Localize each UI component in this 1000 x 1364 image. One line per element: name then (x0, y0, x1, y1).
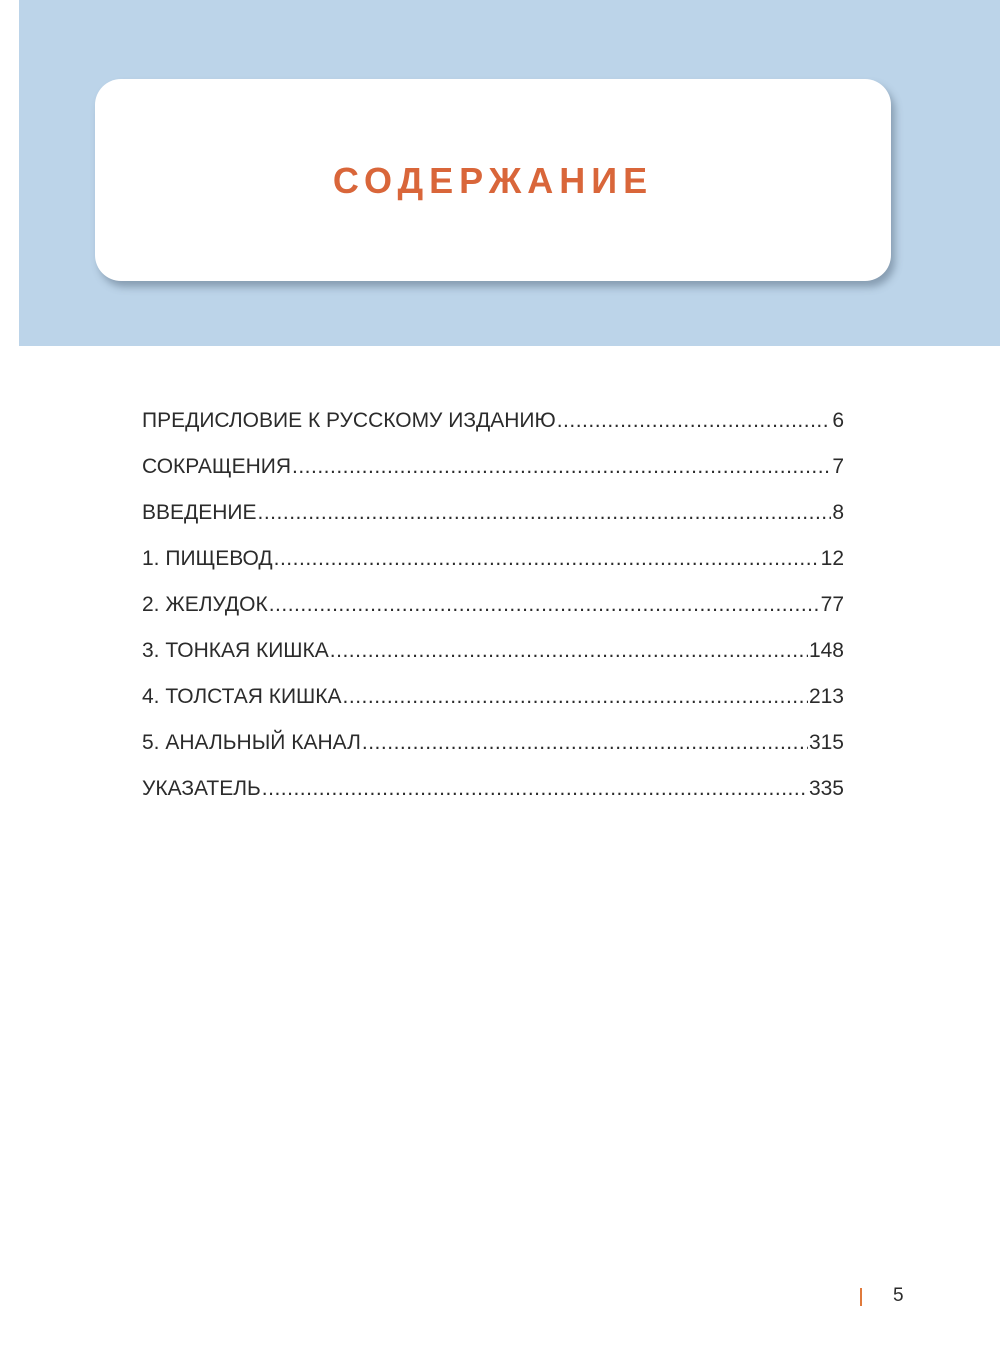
toc-dot-leader (269, 582, 820, 628)
toc-dot-leader (262, 766, 808, 812)
toc-entry-page: 77 (820, 593, 844, 616)
toc-dot-leader (557, 398, 832, 444)
toc-dot-leader (362, 720, 808, 766)
toc-dot-leader (330, 628, 808, 674)
toc-entry[interactable] (142, 444, 844, 490)
toc-entry-page: 8 (832, 501, 844, 524)
toc-entry-label: 4. ТОЛСТАЯ КИШКА (142, 685, 342, 708)
page-number: 5 (893, 1285, 904, 1306)
toc-entry-label: 1. ПИЩЕВОД (142, 547, 273, 570)
toc-entry[interactable] (142, 582, 844, 628)
page-number-marker (860, 1288, 862, 1306)
page-title: СОДЕРЖАНИЕ (332, 160, 654, 201)
toc-dot-leader (274, 536, 820, 582)
toc-entry-page: 335 (808, 777, 844, 800)
toc-entry-page: 6 (832, 409, 844, 432)
toc-entry-label: СОКРАЩЕНИЯ (142, 455, 291, 478)
toc-dot-leader (292, 444, 831, 490)
toc-entry-label: ПРЕДИСЛОВИЕ К РУССКОМУ ИЗДАНИЮ (142, 409, 556, 432)
toc-entry-page: 213 (808, 685, 844, 708)
toc-entry[interactable] (142, 628, 844, 674)
toc-entry-label: ВВЕДЕНИЕ (142, 501, 257, 524)
toc-entry[interactable] (142, 766, 844, 812)
toc-dot-leader (258, 490, 832, 536)
toc-entry-page: 7 (832, 455, 844, 478)
toc-entry-label: 5. АНАЛЬНЫЙ КАНАЛ (142, 731, 361, 754)
toc-entry-page: 12 (820, 547, 844, 570)
toc-entry[interactable] (142, 398, 844, 444)
toc-entry-label: 2. ЖЕЛУДОК (142, 593, 268, 616)
toc-entry-page: 315 (808, 731, 844, 754)
title-card (95, 79, 891, 281)
toc-entry[interactable] (142, 536, 844, 582)
toc-entry-page: 148 (808, 639, 844, 662)
toc-entry[interactable] (142, 720, 844, 766)
toc-dot-leader (343, 674, 808, 720)
table-of-contents (142, 398, 844, 812)
toc-entry-label: 3. ТОНКАЯ КИШКА (142, 639, 329, 662)
toc-entry[interactable] (142, 490, 844, 536)
toc-entry-label: УКАЗАТЕЛЬ (142, 777, 261, 800)
toc-entry[interactable] (142, 674, 844, 720)
